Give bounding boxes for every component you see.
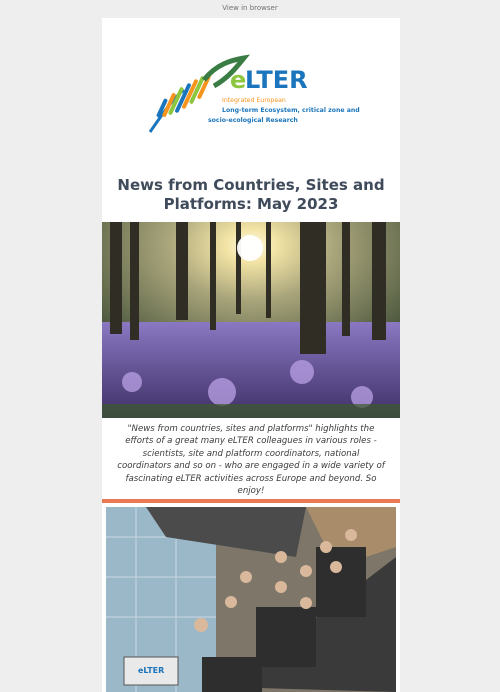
elter-logo	[144, 52, 360, 132]
newsletter-title: News from Countries, Sites and Platforms: May 2023	[117, 176, 385, 213]
svg-text:LTER: LTER	[245, 66, 308, 94]
group-photo-staircase[interactable]	[106, 507, 396, 692]
view-in-browser-link[interactable]: View in browser	[222, 4, 278, 12]
logo-tagline-1: Integrated European	[222, 97, 286, 104]
group-photo-sign: eLTER	[138, 666, 165, 675]
logo-tagline-3: socio-ecological Research	[208, 117, 298, 124]
bluebell-forest-photo[interactable]	[102, 222, 400, 418]
section-divider	[102, 499, 400, 503]
svg-text:e: e	[230, 66, 247, 94]
newsletter-card	[102, 18, 400, 692]
newsletter-intro: "News from countries, sites and platforms" highlights the efforts of a great many eLTER colleagues in various roles - scientists, site and platform coordinators, national coordinators and so on - who are engaged in a wide variety of fascinating eLTER activities across Europe and beyond. So enjoy!	[117, 424, 385, 497]
logo-tagline-2: Long-term Ecosystem, critical zone and	[222, 107, 360, 114]
